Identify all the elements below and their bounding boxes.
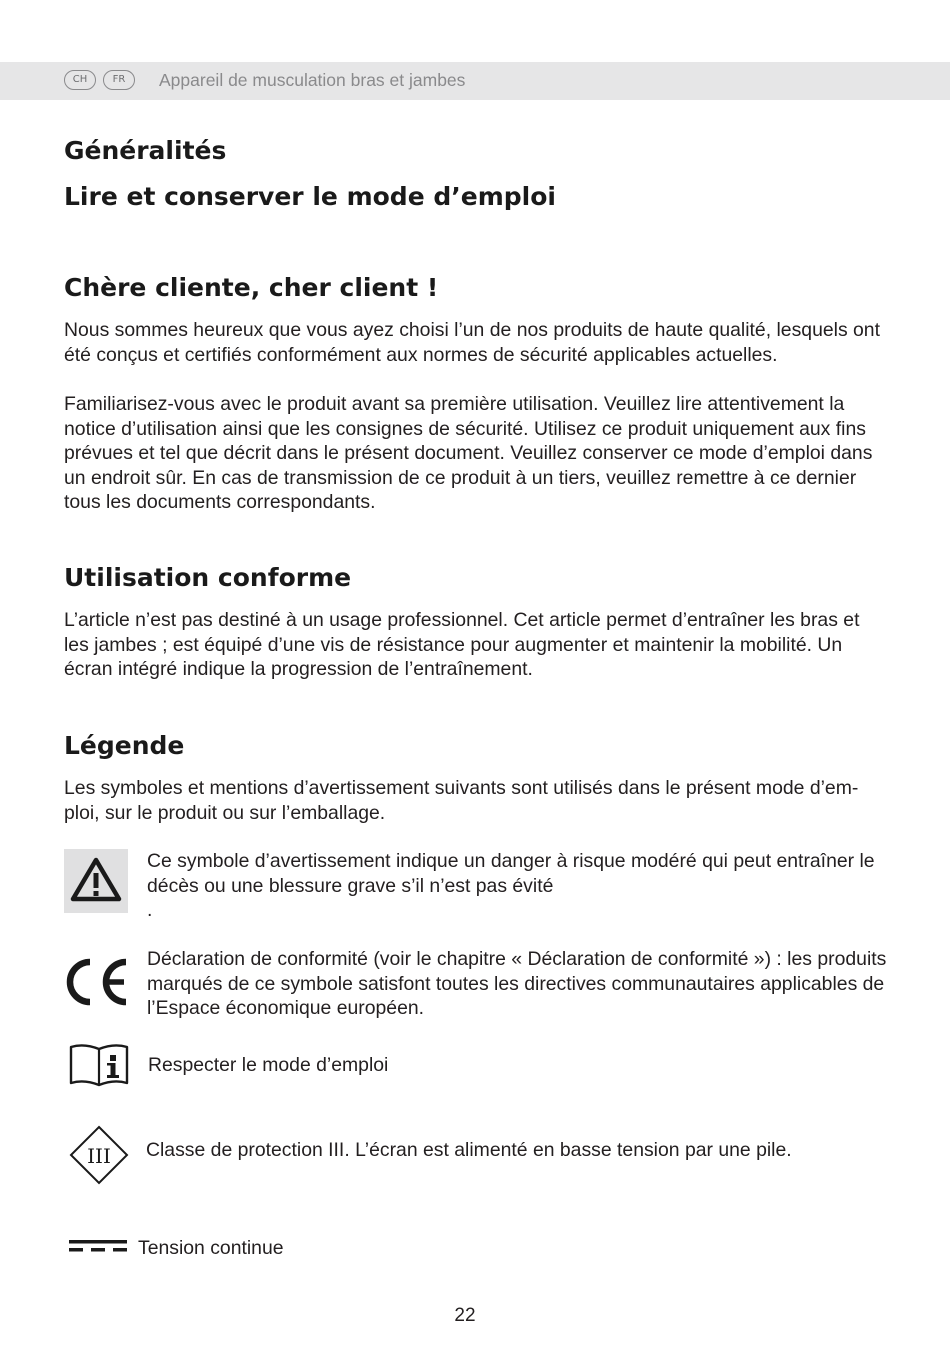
heading-legende: Légende [64, 731, 185, 760]
protection-class-label: III [87, 1144, 111, 1168]
header-title: Appareil de musculation bras et jambes [159, 70, 466, 90]
heading-chere-cliente: Chère cliente, cher client ! [64, 273, 439, 302]
warning-icon [64, 849, 128, 913]
heading-generalites: Généralités [64, 136, 227, 165]
manual-description: Respecter le mode d’emploi [148, 1054, 389, 1076]
protection-class-description: Classe de protection III. L’écran est alimenté en basse tension par une pile. [146, 1139, 792, 1161]
country-badge-fr: FR [103, 70, 135, 90]
direct-current-icon [69, 1238, 127, 1254]
ce-description: Déclaration de conformité (voir le chapitre « Déclaration de conformité ») : les produits marqués de ce symbole satisfont toutes les directives communautaires applicables de l’Espace économique européen. [147, 948, 887, 1019]
direct-current-description: Tension continue [138, 1237, 284, 1259]
paragraph-familiarisez: Familiarisez-vous avec le produit avant sa première utilisation. Veuillez lire attentivement la notice d’utilisation ainsi que les consignes de sécurité. Utilisez ce produit uniquement aux fins prévues et tel que décrit dans le présent document. Veuillez conserver ce mode d’emploi dans un endroit sûr. En cas de transmission de ce produit à un tiers, veuillez remettre à ce dernier tous les documents correspondants. [64, 393, 873, 513]
heading-utilisation-conforme: Utilisation conforme [64, 563, 352, 592]
paragraph-intro: Nous sommes heureux que vous ayez choisi l’un de nos produits de haute qualité, lesquels ont été conçus et certifiés conformément aux normes de sécurité applicables actuelles. [64, 319, 880, 366]
ce-mark-icon [63, 957, 129, 1007]
country-badge-ch: CH [64, 70, 96, 90]
book-info-icon [68, 1043, 130, 1087]
warning-description: Ce symbole d’avertissement indique un danger à risque modéré qui peut entraîner le décès ou une blessure grave s’il n’est pas évité [147, 850, 875, 897]
warning-description-end: . [147, 899, 153, 921]
heading-lire-conserver: Lire et conserver le mode d’emploi [64, 182, 556, 211]
page-number: 22 [454, 1305, 476, 1326]
protection-class-3-icon [69, 1125, 129, 1185]
header-bar [0, 62, 950, 100]
paragraph-utilisation: L’article n’est pas destiné à un usage professionnel. Cet article permet d’entraîner les bras et les jambes ; est équipé d’une vis de résistance pour augmenter et maintenir la mobilité. Un écran intégré indique la progression de l’entraînement. [64, 609, 860, 680]
paragraph-legende: Les symboles et mentions d’avertissement suivants sont utilisés dans le présent mode d’em-ploi, sur le produit ou sur l’emballage. [64, 777, 859, 824]
